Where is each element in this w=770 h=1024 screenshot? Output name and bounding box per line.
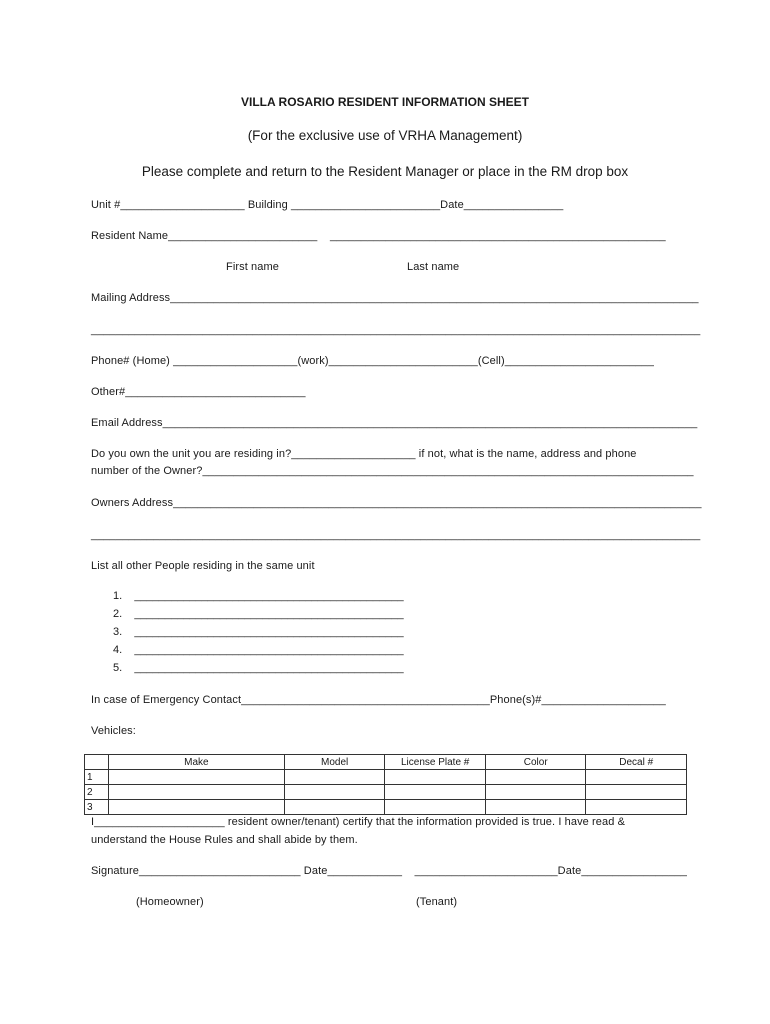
certification-field[interactable]: I_____________________ resident owner/tenant) certify that the information provided is true. I have read & (91, 816, 626, 828)
vehicle-color-cell[interactable] (485, 785, 586, 800)
resident-list-item[interactable]: 4. ____________________________________________ (113, 644, 404, 656)
vehicle-make-cell[interactable] (108, 800, 284, 815)
resident-list-item[interactable]: 5. ____________________________________________ (113, 662, 404, 674)
resident-list-item[interactable]: 3. ____________________________________________ (113, 626, 404, 638)
email-address-field[interactable]: Email Address______________________________________________________________________________________ (91, 417, 698, 429)
vehicles-table (84, 754, 687, 815)
vehicles-header-decal: Decal # (586, 755, 687, 770)
owners-address-continuation-field[interactable]: __________________________________________________________________________________________________ (91, 529, 701, 541)
vehicle-make-cell[interactable] (108, 770, 284, 785)
vehicle-color-cell[interactable] (485, 800, 586, 815)
vehicles-header-license-plate: License Plate # (385, 755, 486, 770)
signature-date-field[interactable]: Signature__________________________ Date____________ _______________________Date_________________ (91, 865, 688, 877)
owners-address-field[interactable]: Owners Address_____________________________________________________________________________________ (91, 497, 702, 509)
owner-info-field[interactable]: number of the Owner?_______________________________________________________________________________ (91, 465, 694, 477)
form-subtitle: (For the exclusive use of VRHA Management) (247, 128, 523, 143)
vehicles-label: Vehicles: (91, 725, 136, 737)
form-instructions: Please complete and return to the Resident Manager or place in the RM drop box (141, 164, 629, 179)
vehicle-license-cell[interactable] (385, 785, 486, 800)
other-residents-label: List all other People residing in the same unit (91, 560, 315, 572)
unit-building-date-field[interactable]: Unit #____________________ Building ________________________Date________________ (91, 199, 564, 211)
last-name-label: Last name (407, 261, 460, 273)
mailing-address-continuation-field[interactable]: __________________________________________________________________________________________________ (91, 324, 701, 336)
emergency-contact-field[interactable]: In case of Emergency Contact________________________________________Phone(s)#____________________ (91, 694, 666, 706)
vehicle-license-cell[interactable] (385, 770, 486, 785)
vehicle-decal-cell[interactable] (586, 800, 687, 815)
vehicle-row-number: 2 (85, 785, 109, 800)
phone-field[interactable]: Phone# (Home) ____________________(work)________________________(Cell)________________________ (91, 355, 654, 367)
vehicle-decal-cell[interactable] (586, 770, 687, 785)
homeowner-label: (Homeowner) (136, 896, 204, 908)
table-row (85, 770, 687, 785)
vehicle-make-cell[interactable] (108, 785, 284, 800)
resident-name-field[interactable]: Resident Name________________________ ______________________________________________________ (91, 230, 666, 242)
mailing-address-field[interactable]: Mailing Address_____________________________________________________________________________________ (91, 292, 699, 304)
vehicle-model-cell[interactable] (284, 785, 385, 800)
first-name-label: First name (226, 261, 279, 273)
table-row (85, 800, 687, 815)
vehicles-header-number (85, 755, 109, 770)
vehicle-license-cell[interactable] (385, 800, 486, 815)
resident-list-item[interactable]: 2. ____________________________________________ (113, 608, 404, 620)
vehicles-header-color: Color (485, 755, 586, 770)
vehicles-header-make: Make (108, 755, 284, 770)
certification-text: understand the House Rules and shall abide by them. (91, 834, 358, 846)
vehicle-row-number: 3 (85, 800, 109, 815)
form-title: VILLA ROSARIO RESIDENT INFORMATION SHEET (240, 95, 529, 109)
vehicles-header-model: Model (284, 755, 385, 770)
own-unit-question-field[interactable]: Do you own the unit you are residing in?____________________ if not, what is the name, address and phone (91, 448, 637, 460)
vehicles-table-header-row (85, 755, 687, 770)
table-row (85, 785, 687, 800)
vehicle-model-cell[interactable] (284, 800, 385, 815)
vehicle-row-number: 1 (85, 770, 109, 785)
resident-list-item[interactable]: 1. ____________________________________________ (113, 590, 404, 602)
vehicle-color-cell[interactable] (485, 770, 586, 785)
vehicle-model-cell[interactable] (284, 770, 385, 785)
other-phone-field[interactable]: Other#_____________________________ (91, 386, 306, 398)
vehicle-decal-cell[interactable] (586, 785, 687, 800)
tenant-label: (Tenant) (416, 896, 458, 908)
